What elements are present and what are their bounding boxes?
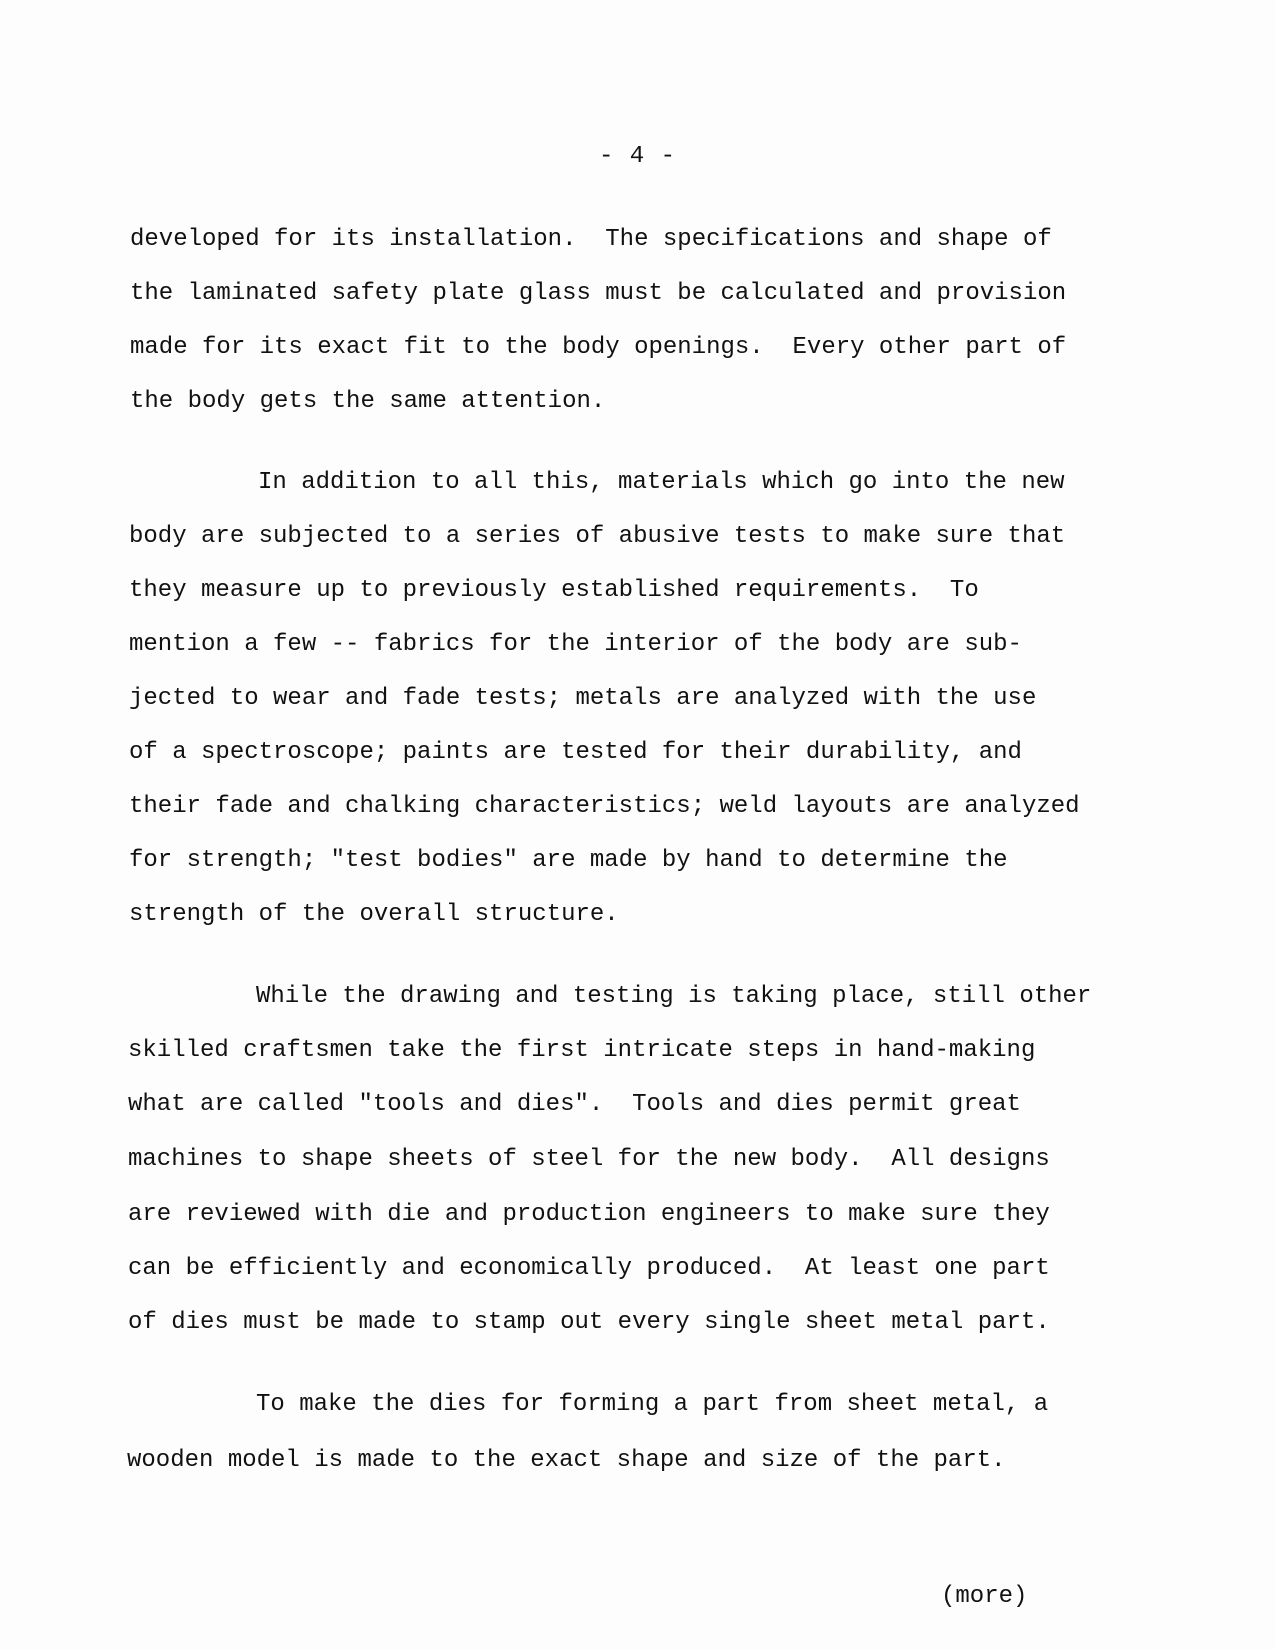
paragraph-line: mention a few -- fabrics for the interior of the body are sub- [129, 631, 1022, 658]
paragraph-line: their fade and chalking characteristics; weld layouts are analyzed [129, 793, 1080, 820]
paragraph-line: skilled craftsmen take the first intricate steps in hand-making [128, 1037, 1036, 1064]
paragraph-line: the laminated safety plate glass must be calculated and provision [130, 280, 1067, 307]
paragraph-line: machines to shape sheets of steel for the new body. All designs [128, 1146, 1050, 1173]
paragraph-line: the body gets the same attention. [130, 388, 606, 415]
paragraph-line: wooden model is made to the exact shape and size of the part. [127, 1447, 1006, 1474]
paragraph-line: can be efficiently and economically produced. At least one part [128, 1255, 1050, 1282]
paragraph-line: In addition to all this, materials which go into the new [258, 469, 1065, 496]
paragraph-line: While the drawing and testing is taking place, still other [256, 983, 1092, 1010]
paragraph-line: of dies must be made to stamp out every single sheet metal part. [128, 1309, 1050, 1336]
paragraph-line: are reviewed with die and production engineers to make sure they [128, 1201, 1050, 1228]
paragraph-line: they measure up to previously established requirements. To [129, 577, 979, 604]
page-number: - 4 - [598, 143, 676, 170]
paragraph-line: for strength; "test bodies" are made by hand to determine the [129, 847, 1008, 874]
paragraph-line: To make the dies for forming a part from sheet metal, a [256, 1391, 1049, 1418]
paragraph-line: jected to wear and fade tests; metals are analyzed with the use [129, 685, 1037, 712]
paragraph-line: made for its exact fit to the body openings. Every other part of [130, 334, 1067, 361]
paragraph-line: strength of the overall structure. [129, 901, 619, 928]
continued-marker: (more) [941, 1583, 1028, 1610]
paragraph-line: body are subjected to a series of abusive tests to make sure that [129, 523, 1066, 550]
paragraph-line: of a spectroscope; paints are tested for their durability, and [129, 739, 1022, 766]
paragraph-line: developed for its installation. The specifications and shape of [130, 226, 1052, 253]
paragraph-line: what are called "tools and dies". Tools and dies permit great [128, 1091, 1021, 1118]
